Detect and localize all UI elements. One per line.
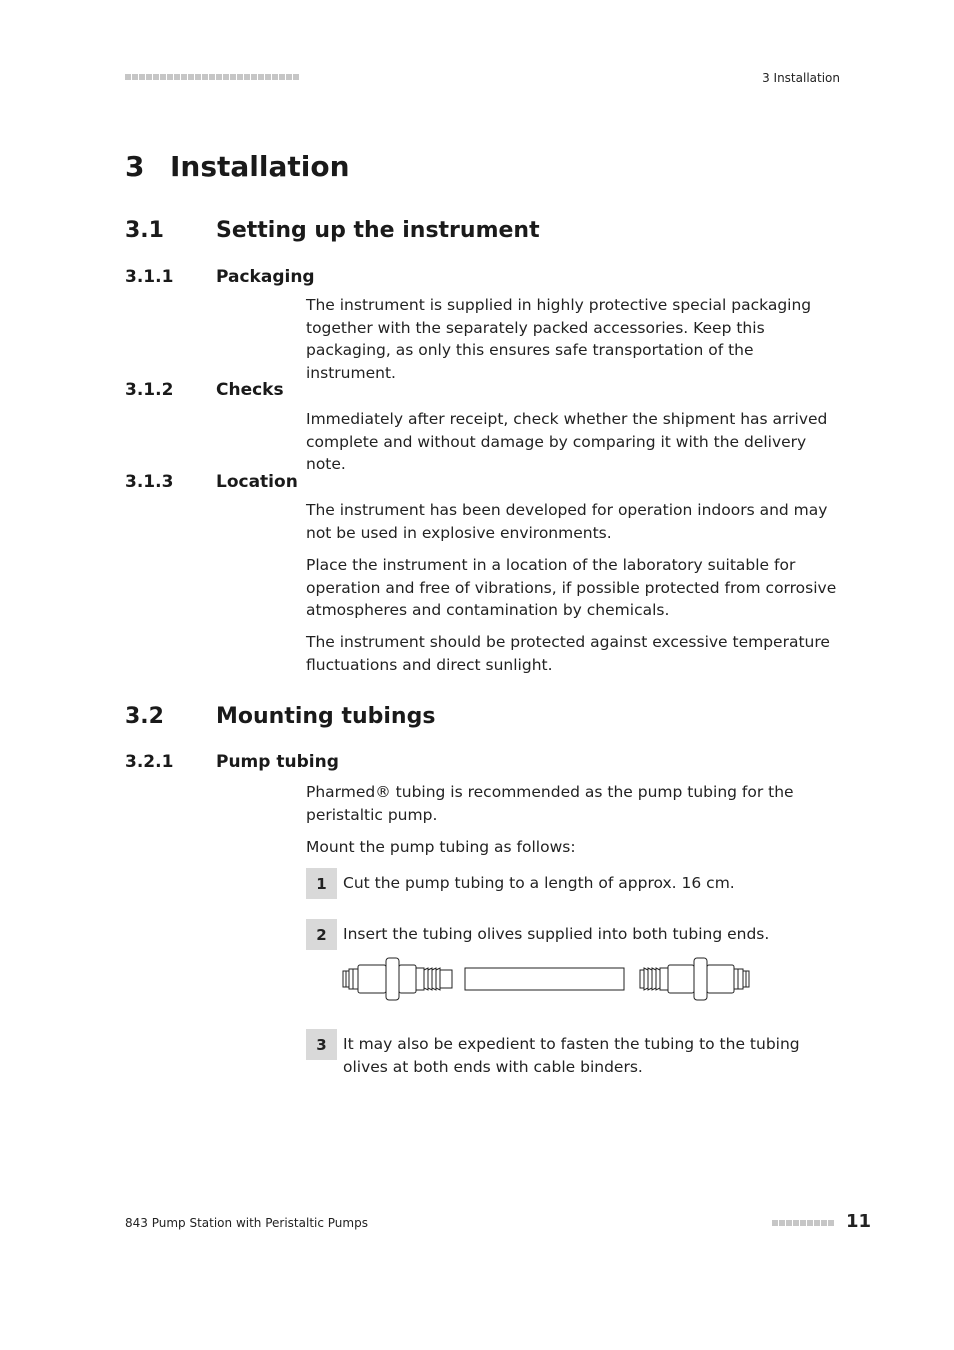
subsection-number: 3.2.1 [125,752,174,772]
tubing-olives-illustration [340,956,752,1002]
step-text: It may also be expedient to fasten the tubing to the tubing olives at both ends with cable binders. [343,1035,800,1076]
step-number: 1 [306,868,337,899]
header-decoration [125,74,299,80]
subsection-number: 3.1.3 [125,472,174,492]
subsection-title: Packaging [216,267,315,287]
paragraph: Immediately after receipt, check whether the shipment has arrived complete and without damage by comparing it with the delivery note. [306,410,828,473]
footer-decoration [772,1220,834,1226]
paragraph: The instrument should be protected against excessive temperature fluctuations and direct sunlight. [306,633,830,674]
subsection-number: 3.1.2 [125,380,174,400]
subsection-heading-3-1-1 [125,267,315,287]
paragraph: The instrument is supplied in highly protective special packaging together with the separately packed accessories. Keep this packaging, as only this ensures safe transportation of the instrument. [306,296,812,382]
subsection-title: Location [216,472,298,492]
step-item [306,868,846,899]
step-text: Insert the tubing olives supplied into both tubing ends. [343,925,770,943]
paragraph: Mount the pump tubing as follows: [306,838,576,856]
chapter-title: Installation [170,150,350,183]
subsection-number: 3.1.1 [125,267,174,287]
section-number: 3.1 [125,218,164,243]
subsection-title: Checks [216,380,284,400]
section-number: 3.2 [125,704,164,729]
paragraph: Place the instrument in a location of the laboratory suitable for operation and free of vibrations, if possible protected from corrosive atmospheres and contamination by chemicals. [306,556,837,619]
chapter-number: 3 [125,150,145,183]
subsection-heading-3-2-1 [125,752,339,772]
section-title: Mounting tubings [216,704,436,729]
step-item [306,919,846,950]
subsection-title: Pump tubing [216,752,339,772]
step-item [306,1029,846,1078]
section-title: Setting up the instrument [216,218,540,243]
running-header: 3 Installation [762,71,840,85]
section-heading-3-2 [125,704,435,729]
step-text: Cut the pump tubing to a length of approx. 16 cm. [343,874,735,892]
chapter-heading [125,150,350,183]
footer-title: 843 Pump Station with Peristaltic Pumps [125,1216,368,1230]
paragraph: The instrument has been developed for operation indoors and may not be used in explosive environments. [306,501,828,542]
step-number: 3 [306,1029,337,1060]
subsection-heading-3-1-3 [125,472,298,492]
subsection-heading-3-1-2 [125,380,284,400]
section-heading-3-1 [125,218,540,243]
paragraph: Pharmed® tubing is recommended as the pump tubing for the peristaltic pump. [306,783,794,824]
step-number: 2 [306,919,337,950]
page-number: 11 [846,1211,872,1232]
